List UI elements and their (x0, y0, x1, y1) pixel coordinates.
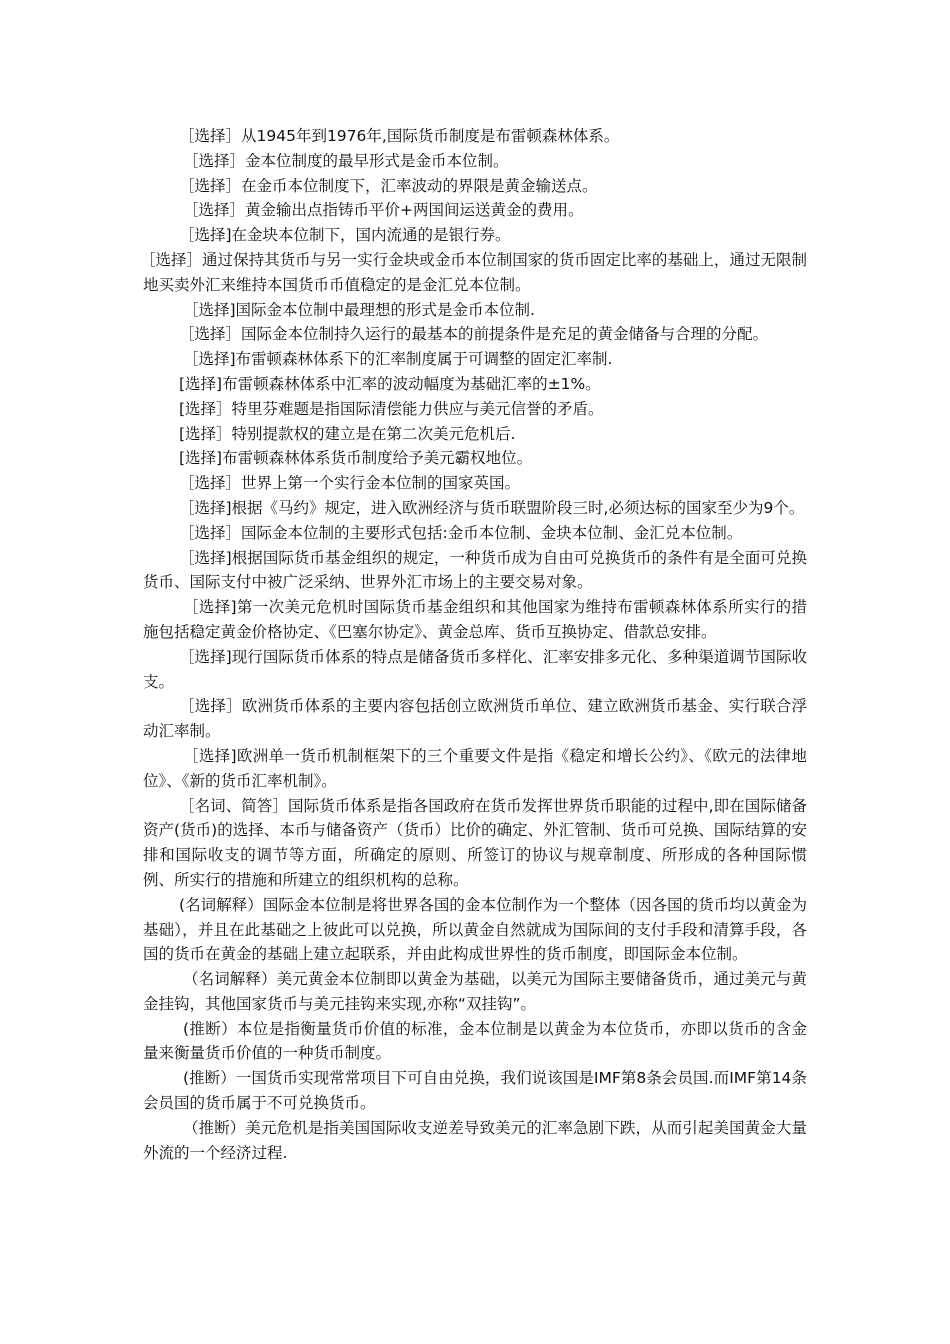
paragraph-4: ［选择］黄金输出点指铸币平价+两国间运送黄金的费用。 (183, 201, 584, 220)
paragraph-20: ［选择］欧洲货币体系的主要内容包括创立欧洲货币单位、建立欧洲货币基金、实行联合浮动汇率制。 (143, 697, 807, 741)
paragraph-13: [选择]布雷顿森林体系货币制度给予美元霸权地位。 (179, 449, 533, 468)
paragraph-9: ［选择]布雷顿森林体系下的汇率制度属于可调整的固定汇率制. (183, 350, 613, 369)
paragraph-19: ［选择]现行国际货币体系的特点是储备货币多样化、汇率安排多元化、多种渠道调节国际收支。 (143, 647, 807, 691)
paragraph-7: ［选择]国际金本位制中最理想的形式是金币本位制. (183, 300, 535, 319)
paragraph-25: (推断）本位是指衡量货币价值的标准，金本位制是以黄金为本位货币，亦即以货币的含金量来衡量货币价值的一种货币制度。 (143, 1019, 807, 1063)
paragraph-6: ［选择］通过保持其货币与另一实行金块或金币本位制国家的货币固定比率的基础上，通过无限制地买卖外汇来维持本国货币币值稳定的是金汇兑本位制。 (140, 250, 807, 294)
paragraph-14: ［选择］世界上第一个实行金本位制的国家英国。 (179, 474, 521, 493)
paragraph-10: [选择]布雷顿森林体系中汇率的波动幅度为基础汇率的±1%。 (179, 374, 601, 393)
paragraph-8: ［选择］国际金本位制持久运行的最基本的前提条件是充足的黄金储备与合理的分配。 (179, 325, 769, 344)
paragraph-16: ［选择］国际金本位制的主要形式包括:金币本位制、金块本位制、金汇兑本位制。 (179, 523, 743, 542)
paragraph-11: [选择］特里芬难题是指国际清偿能力供应与美元信誉的矛盾。 (179, 399, 604, 418)
paragraph-23: (名词解释）国际金本位制是将世界各国的金本位制作为一个整体（因各国的货币均以黄金为基础），并且在此基础之上彼此可以兑换，所以黄金自然就成为国际间的支付手段和清算手段，各国的货币在黄金的基础上建立起联系，并由此构成世界性的货币制度，即国际金本位制。 (143, 895, 807, 964)
paragraph-12: [选择］特别提款权的建立是在第二次美元危机后. (179, 424, 516, 443)
paragraph-2: ［选择］金本位制度的最早形式是金币本位制。 (183, 151, 509, 170)
document-body (140, 124, 807, 1165)
paragraph-18: ［选择]第一次美元危机时国际货币基金组织和其他国家为维持布雷顿森林体系所实行的措施包括稳定黄金价格协定、《巴塞尔协定》、黄金总库、货币互换协定、借款总安排。 (143, 598, 807, 641)
paragraph-24: （名词解释）美元黄金本位制即以黄金为基础，以美元为国际主要储备货币，通过美元与黄金挂钩，其他国家货币与美元挂钩来实现,亦称“双挂钩”。 (143, 970, 807, 1013)
paragraph-3: ［选择］在金币本位制度下，汇率波动的界限是黄金输送点。 (179, 176, 598, 195)
paragraph-22: ［名词、简答］国际货币体系是指各国政府在货币发挥世界货币职能的过程中,即在国际储备资产(货币)的选择、本币与储备资产（货币）比价的确定、外汇管制、货币可兑换、国际结算的安排和国际收支的调节等方面，所确定的原则、所签订的协议与规章制度、所形成的各种国际惯例、所实行的措施和所建立的组织机构的总称。 (143, 796, 807, 889)
paragraph-1: ［选择］从1945年到1976年,国际货币制度是布雷顿森林体系。 (179, 127, 620, 145)
paragraph-15: ［选择]根据《马约》规定，进入欧洲经济与货币联盟阶段三时,必须达标的国家至少为9个。 (179, 498, 805, 517)
paragraph-27: （推断）美元危机是指美国国际收支逆差导致美元的汇率急剧下跌，从而引起美国黄金大量外流的一个经济过程. (143, 1118, 807, 1162)
paragraph-26: (推断）一国货币实现常常项目下可自由兑换，我们说该国是IMF第8条会员国.而IMF第14条会员国的货币属于不可兑换货币。 (143, 1069, 807, 1113)
paragraph-17: ［选择]根据国际货币基金组织的规定，一种货币成为自由可兑换货币的条件有是全面可兑换货币、国际支付中被广泛采纳、世界外汇市场上的主要交易对象。 (143, 548, 807, 592)
paragraph-5: ［选择]在金块本位制下，国内流通的是银行券。 (179, 226, 511, 245)
paragraph-21: ［选择]欧洲单一货币机制框架下的三个重要文件是指《稳定和增长公约》、《欧元的法律地位》、《新的货币汇率机制》。 (143, 746, 807, 790)
